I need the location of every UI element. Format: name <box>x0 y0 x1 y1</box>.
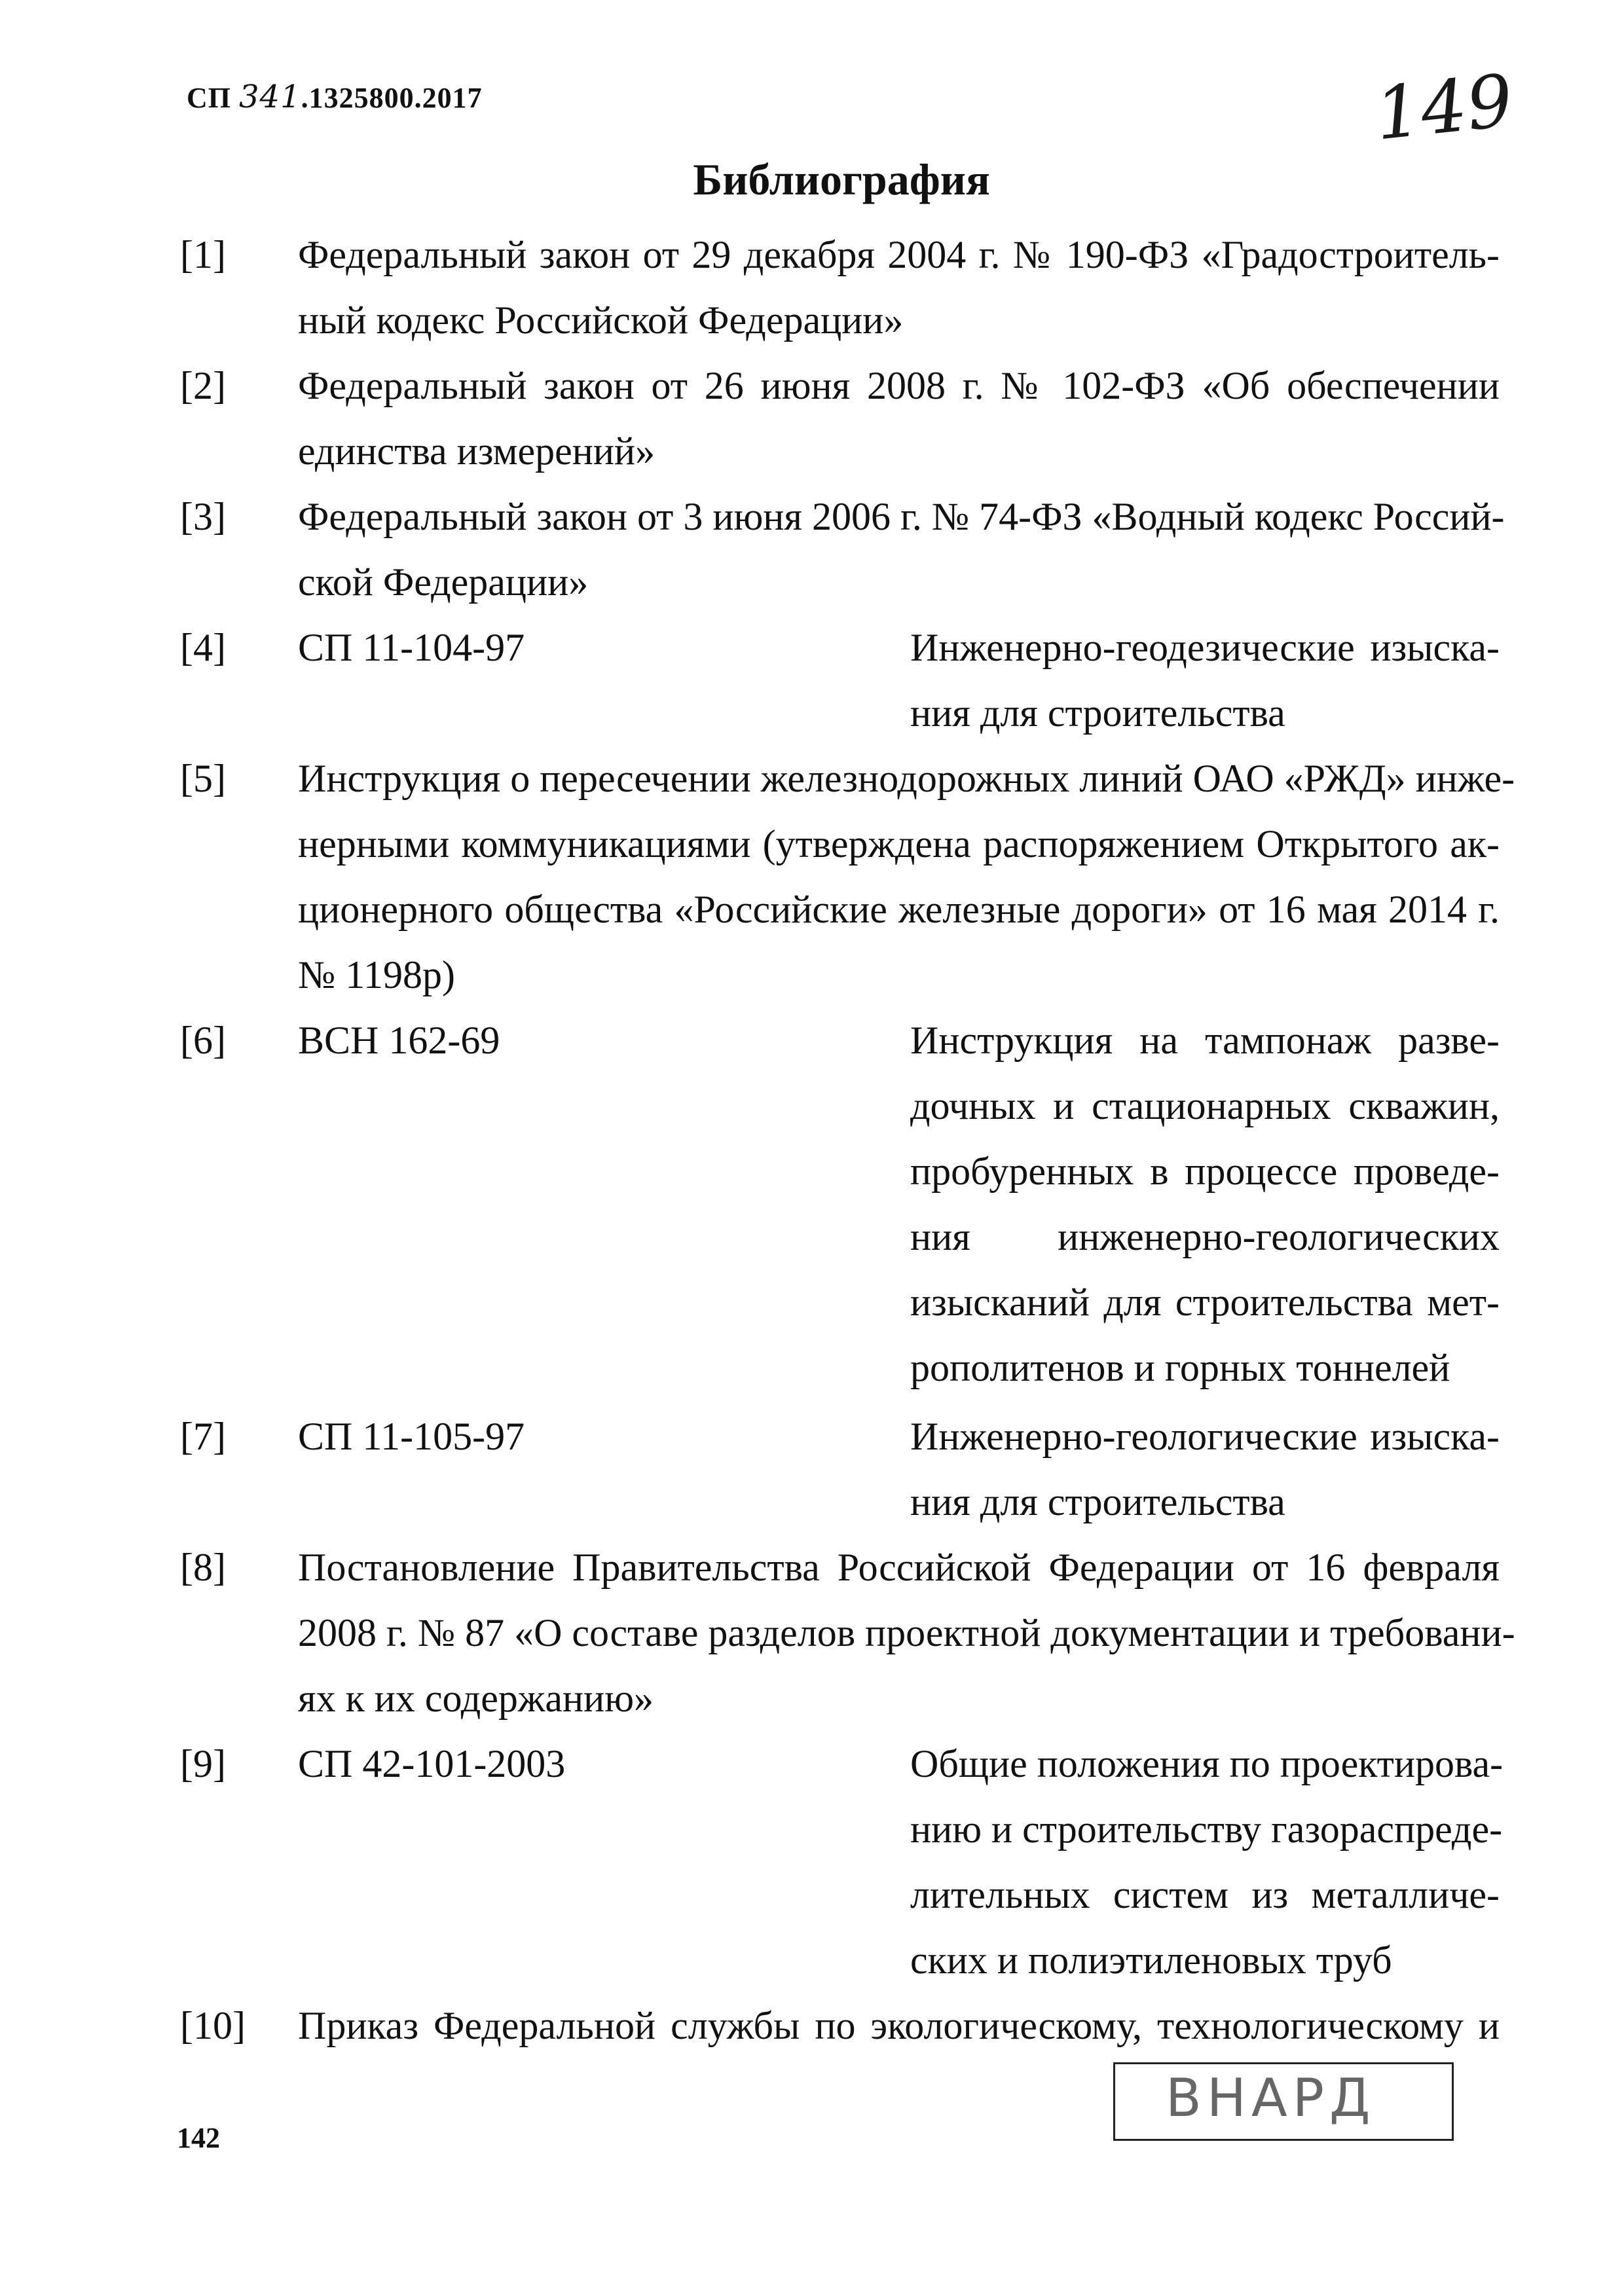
entry-description-line: Инженерно-геологические изыска- <box>910 1415 1500 1458</box>
entry-text-line: единства измерений» <box>298 429 655 473</box>
entry-number: [2] <box>180 364 226 407</box>
entry-description-line: лительных систем из металличе- <box>910 1873 1500 1916</box>
handwritten-code-number: 341 <box>239 79 301 115</box>
entry-text-line: 2008 г. № 87 «О составе разделов проектной документации и требовани- <box>298 1611 1515 1654</box>
entry-description-line: ния инженерно-геологических <box>910 1215 1500 1258</box>
page-number: 142 <box>177 2122 220 2154</box>
entry-number: [4] <box>180 626 226 669</box>
entry-number: [8] <box>180 1546 226 1589</box>
entry-text-line: нерными коммуникациями (утверждена распоряжением Открытого ак- <box>298 822 1500 866</box>
stamp-text: ВНАРД <box>1166 2068 1376 2128</box>
entry-description-line: рополитенов и горных тоннелей <box>910 1346 1450 1389</box>
entry-description-line: ских и полиэтиленовых труб <box>910 1939 1392 1982</box>
entry-text-line: Федеральный закон от 26 июня 2008 г. № 102-ФЗ «Об обеспечении <box>298 364 1500 407</box>
document-code <box>187 79 483 115</box>
entry-number: [10] <box>180 2004 246 2047</box>
code-prefix: СП <box>187 82 239 114</box>
entry-number: [3] <box>180 495 226 538</box>
entry-code: СП 42-101-2003 <box>298 1742 566 1785</box>
entry-description-line: Инструкция на тампонаж разве- <box>910 1019 1500 1062</box>
entry-number: [5] <box>180 757 226 800</box>
entry-text-line: Приказ Федеральной службы по экологическому, технологическому и <box>298 2004 1500 2047</box>
entry-code: ВСН 162-69 <box>298 1019 500 1062</box>
entry-description-line: дочных и стационарных скважин, <box>910 1084 1500 1127</box>
handwritten-sheet-number: 149 <box>1371 58 1517 156</box>
entry-text-line: Федеральный закон от 3 июня 2006 г. № 74-ФЗ «Водный кодекс Россий- <box>298 495 1505 538</box>
entry-text-line: ционерного общества «Российские железные дороги» от 16 мая 2014 г. <box>298 888 1500 931</box>
entry-text-line: Постановление Правительства Российской Федерации от 16 февраля <box>298 1546 1500 1589</box>
stamp <box>1113 2062 1454 2151</box>
entry-code: СП 11-105-97 <box>298 1415 525 1458</box>
entry-description-line: ния для строительства <box>910 1480 1285 1523</box>
entry-description-line: нию и строительству газораспреде- <box>910 1808 1503 1851</box>
entry-description-line: Общие положения по проектирова- <box>910 1742 1504 1785</box>
entry-code: СП 11-104-97 <box>298 626 525 669</box>
entry-number: [7] <box>180 1415 226 1458</box>
entry-text-line: № 1198р) <box>298 953 455 996</box>
entry-description-line: пробуренных в процессе проведе- <box>910 1150 1500 1193</box>
entry-text-line: ской Федерации» <box>298 560 589 604</box>
page-title: Библиография <box>693 155 990 204</box>
entry-description-line: Инженерно-геодезические изыска- <box>910 626 1500 669</box>
code-suffix: .1325800.2017 <box>301 82 483 114</box>
entry-description-line: ния для строительства <box>910 691 1285 735</box>
entry-number: [9] <box>180 1742 226 1785</box>
entry-text-line: ный кодекс Российской Федерации» <box>298 299 904 342</box>
entry-text-line: Федеральный закон от 29 декабря 2004 г. № 190-ФЗ «Градостроитель- <box>298 233 1500 276</box>
entry-number: [6] <box>180 1019 226 1062</box>
entry-text-line: ях к их содержанию» <box>298 1677 654 1720</box>
entry-text-line: Инструкция о пересечении железнодорожных линий ОАО «РЖД» инже- <box>298 757 1515 800</box>
entry-description-line: изысканий для строительства мет- <box>910 1281 1500 1324</box>
entry-number: [1] <box>180 233 226 276</box>
